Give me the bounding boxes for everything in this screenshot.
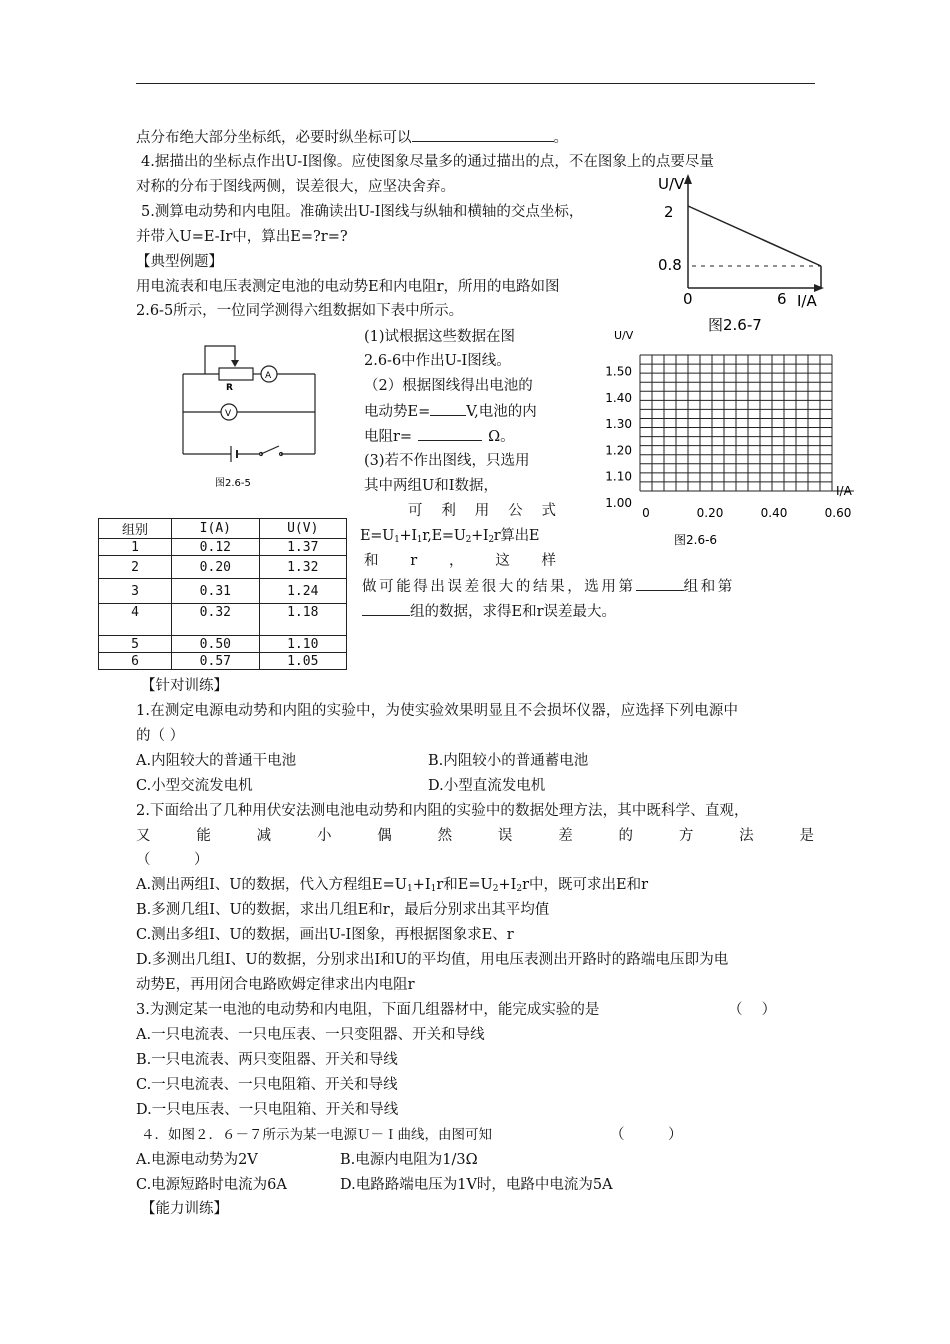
step5-line-1: 5.测算电动势和内电阻。准确读出U-I图线与纵轴和横轴的交点坐标， (141, 204, 584, 220)
q2-option-d-2: 动势E，再用闭合电路欧姆定律求出内电阻r (136, 977, 415, 993)
resistance-blank (418, 427, 482, 441)
q3-stem: 3.为测定某一电池的电动势和内电阻，下面几组器材中，能完成实验的是 (136, 1002, 600, 1018)
table-cell: 5 (99, 636, 172, 653)
q1-stem-1: 1.在测定电源电动势和内阻的实验中，为使实验效果明显且不会损坏仪器，应选择下列电源中 (136, 703, 739, 719)
q1-option-b: B.内阻较小的普通蓄电池 (428, 753, 589, 769)
group-text-2: 组和第 (683, 579, 735, 595)
col-header: U(V) (259, 519, 346, 539)
grid-y-tick: 1.30 (605, 417, 632, 432)
q3-option-c: C.一只电流表、一只电阻箱、开关和导线 (136, 1077, 398, 1093)
circuit-caption: 图2.6-5 (215, 478, 251, 489)
section-practice: 【针对训练】 (141, 678, 228, 694)
subscript: 2 (488, 535, 494, 545)
q2-stem-2: 又能减小偶然误差的方法是 (136, 828, 814, 844)
data-table (98, 518, 347, 670)
grid-chart-2-6-6 (592, 325, 872, 555)
q1-stem-2: 的（ ） (136, 728, 185, 744)
q3-text-d (360, 527, 539, 545)
grid-lines (640, 355, 854, 491)
table-cell: 2 (99, 556, 172, 579)
q1-text-b: 2.6-6中作出U-I图线。 (364, 353, 511, 369)
q3-text-e: 和r，这样 (364, 553, 556, 569)
answer-blank (412, 128, 554, 142)
table-cell: 0.20 (172, 556, 259, 579)
subscript: 1 (430, 884, 437, 894)
option-part: A.测出两组I、U的数据，代入方程组E=U (136, 877, 407, 893)
table-header-row (99, 519, 347, 539)
q4-answer-paren: （ ） (610, 1127, 683, 1143)
voltmeter-label: V (225, 409, 232, 419)
q4-option-c: C.电源短路时电流为6A (136, 1177, 287, 1193)
option-part: r中，既可求出E和r (522, 877, 649, 893)
table-cell: 6 (99, 653, 172, 670)
step5-line-2: 并带入U=E-Ir中，算出E=?r=? (136, 229, 348, 245)
q3-answer-paren: （ ） (728, 1002, 777, 1018)
q4-option-b: B.电源内电阻为1/3Ω (340, 1152, 478, 1168)
subscript: 1 (416, 535, 423, 545)
section-example: 【典型例题】 (136, 254, 223, 270)
intro-line-1 (136, 128, 568, 147)
example-line-2: 2.6-5所示，一位同学测得六组数据如下表中所示。 (136, 303, 464, 319)
q2-option-c: C.测出多组I、U的数据，画出U-I图象，再根据图象求E、r (136, 927, 514, 943)
q3-text-a: (3)若不作出图线，只选用 (364, 453, 530, 469)
grid-y-axis-label: U/V (614, 329, 634, 342)
table-cell: 1.18 (259, 604, 346, 636)
col-header: 组别 (99, 519, 172, 539)
subscript: 1 (394, 535, 400, 545)
q2-option-d-1: D.多测出几组I、U的数据，分别求出I和U的平均值，用电压表测出开路时的路端电压即为电 (136, 952, 729, 968)
emf-unit: V,电池的内 (466, 404, 537, 420)
q3-text-b: 其中两组U和I数据， (364, 478, 498, 494)
q2-text-a: （2）根据图线得出电池的 (364, 378, 533, 394)
grid-x-tick: 0.60 (824, 506, 852, 520)
table-row (99, 579, 347, 604)
q2-option-a (136, 876, 648, 894)
subscript: 2 (492, 884, 499, 894)
grid-y-tick: 1.50 (605, 364, 632, 379)
table-cell: 1.05 (259, 653, 346, 670)
table-cell: 3 (99, 579, 172, 604)
resistor-label: R (226, 383, 233, 393)
table-cell: 0.32 (172, 604, 259, 636)
table-cell: 1.32 (259, 556, 346, 579)
grid-x-axis-label: I/A (836, 484, 852, 498)
header-rule (136, 83, 815, 84)
ui-y-axis-label: U/V (658, 175, 685, 193)
ui-y-tick-2: 2 (664, 203, 674, 221)
table-row (99, 653, 347, 670)
rheostat (219, 368, 253, 380)
emf-label: 电动势E= (364, 404, 431, 420)
q2-text-c (364, 427, 515, 446)
q3-option-d: D.一只电压表、一只电阻箱、开关和导线 (136, 1102, 399, 1118)
table-cell: 1.37 (259, 539, 346, 556)
q2-stem-3: （ ） (136, 852, 209, 868)
ui-x-axis-label: I/A (797, 292, 817, 310)
grid-x-tick: 0.20 (696, 506, 724, 520)
table-row (99, 636, 347, 653)
group-text: 做可能得出误差很大的结果，选用第 (362, 579, 636, 595)
table-cell: 1.24 (259, 579, 346, 604)
table-cell: 1 (99, 539, 172, 556)
option-part: +I (498, 877, 517, 893)
q2-stem-1: 2.下面给出了几种用伏安法测电池电动势和内阻的实验中的数据处理方法，其中既科学、直观， (136, 803, 749, 819)
ui-series-line (688, 206, 821, 266)
table-cell: 0.12 (172, 539, 259, 556)
q4-stem: ４．如图２．６－７所示为某一电源Ｕ－Ｉ曲线，由图可知 (141, 1127, 492, 1143)
q1-option-d: D.小型直流发电机 (428, 778, 546, 794)
formula-part: +I (471, 528, 489, 544)
table-row (99, 539, 347, 556)
table-cell: 0.57 (172, 653, 259, 670)
ui-origin-label: 0 (683, 290, 693, 308)
option-part: r和E=U (436, 877, 493, 893)
section-ability: 【能力训练】 (141, 1201, 228, 1217)
grid-y-tick: 1.10 (605, 469, 632, 484)
ammeter-label: A (265, 371, 272, 381)
ui-y-tick-08: 0.8 (658, 256, 682, 274)
q4-option-d: D.电路路端电压为1V时，电路中电流为5A (340, 1177, 613, 1193)
table-row (99, 556, 347, 579)
grid-y-tick: 1.20 (605, 443, 632, 458)
grid-x-tick: 0 (642, 506, 650, 520)
step4-line-2: 对称的分布于图线两侧，误差很大，应坚决舍弃。 (136, 179, 455, 195)
subscript: 2 (516, 884, 523, 894)
y-axis-arrow (684, 174, 692, 184)
step4-line-1: 4.据描出的坐标点作出U-I图像。应使图象尽量多的通过描出的点，不在图象上的点要尽量 (141, 154, 714, 170)
q3-text-g (362, 602, 616, 621)
ui-caption: 图2.6-7 (708, 316, 762, 334)
group-blank-1 (636, 577, 684, 591)
ui-x-tick-6: 6 (777, 290, 787, 308)
grid-y-tick: 1.40 (605, 390, 632, 405)
x-axis-arrow (814, 284, 824, 292)
group-text-3: 组的数据，求得E和r误差最大。 (410, 604, 617, 620)
q4-option-a: A.电源电动势为2V (136, 1152, 258, 1168)
resistance-unit: Ω。 (488, 429, 515, 445)
formula-part: E=U (360, 528, 395, 544)
q2-text-b (364, 402, 537, 421)
formula-part: r算出E (493, 528, 540, 544)
option-part: +I (412, 877, 431, 893)
slider-arrow (231, 360, 239, 367)
col-header: I(A) (172, 519, 259, 539)
q1-option-c: C.小型交流发电机 (136, 778, 253, 794)
subscript: 2 (465, 535, 472, 545)
table-row (99, 604, 347, 636)
q1-text-a: (1)试根据这些数据在图 (364, 329, 516, 345)
table-cell: 0.50 (172, 636, 259, 653)
intro-end: 。 (553, 130, 568, 146)
q1-option-a: A.内阻较大的普通干电池 (136, 753, 297, 769)
formula-part: +I (399, 528, 417, 544)
grid-y-tick: 1.00 (605, 496, 632, 510)
example-line-1: 用电流表和电压表测定电池的电动势E和内电阻r，所用的电路如图 (136, 279, 560, 295)
grid-caption: 图2.6-6 (674, 533, 718, 547)
intro-text: 点分布绝大部分坐标纸，必要时纵坐标可以 (136, 130, 412, 146)
grid-x-tick: 0.40 (760, 506, 788, 520)
q2-option-b: B.多测几组I、U的数据，求出几组E和r，最后分别求出其平均值 (136, 902, 550, 918)
switch (261, 446, 279, 454)
group-blank-2 (362, 602, 410, 616)
table-cell: 1.10 (259, 636, 346, 653)
table-cell: 4 (99, 604, 172, 636)
q3-option-b: B.一只电流表、两只变阻器、开关和导线 (136, 1052, 398, 1068)
resistance-label: 电阻r= (364, 429, 413, 445)
emf-blank (430, 402, 466, 416)
subscript: 1 (406, 884, 413, 894)
formula-part: r,E=U (422, 528, 466, 544)
q3-text-c: 可利用公式 (408, 503, 556, 519)
ui-chart-2-6-7 (650, 170, 840, 340)
circuit-diagram-2-6-5 (175, 338, 325, 493)
q3-option-a: A.一只电流表、一只电压表、一只变阻器、开关和导线 (136, 1027, 485, 1043)
table-cell: 0.31 (172, 579, 259, 604)
q3-text-f (362, 577, 735, 596)
